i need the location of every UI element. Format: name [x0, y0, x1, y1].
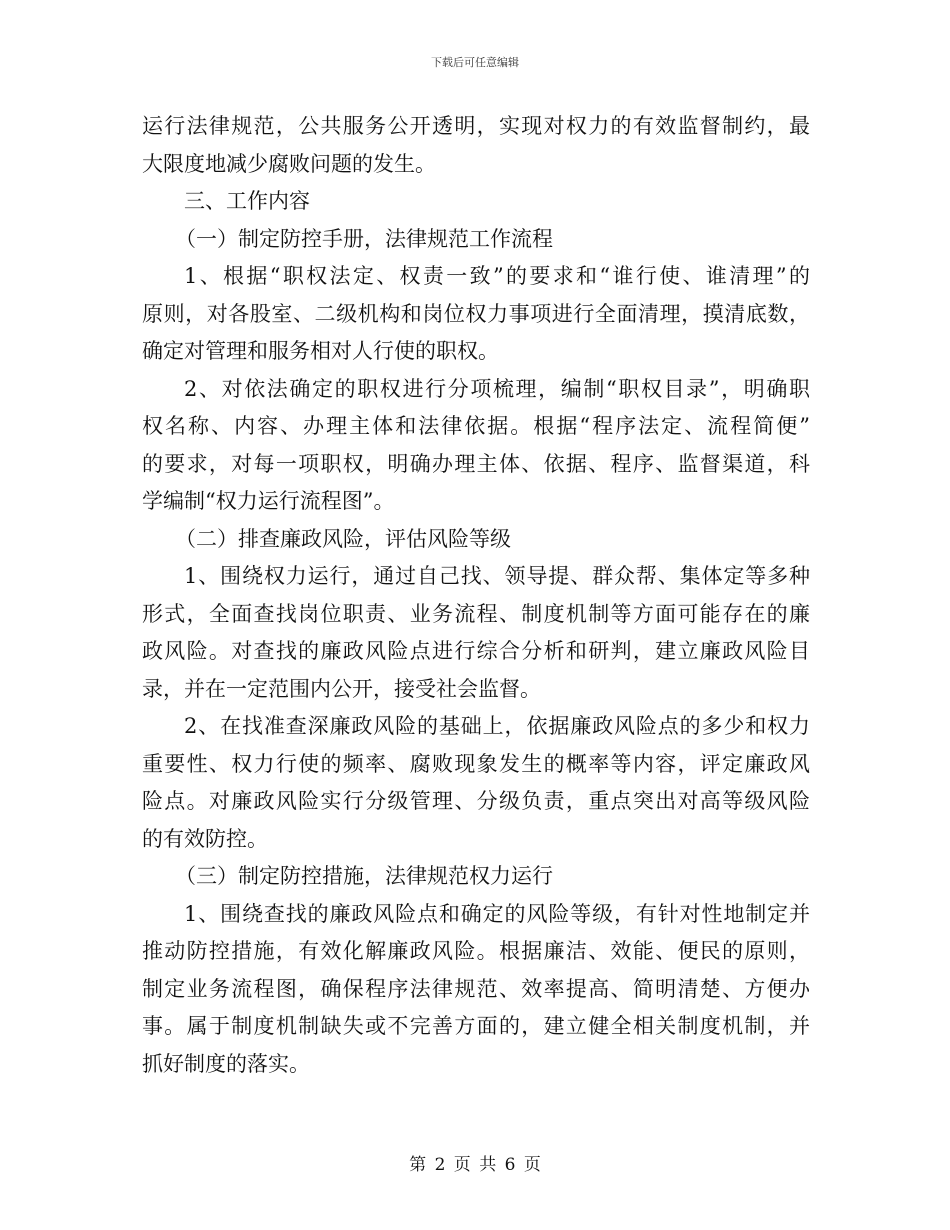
subsection-heading: （一）制定防控手册，法律规范工作流程 [175, 226, 553, 251]
body-line: 2、对依法确定的职权进行分项梳理，编制“职权目录”，明确职 [184, 376, 810, 401]
body-line: 事。属于制度机制缺失或不完善方面的，建立健全相关制度机制，并 [142, 1014, 810, 1038]
body-line: 1、根据“职权法定、权责一致”的要求和“谁行使、谁清理”的 [184, 264, 810, 288]
body-line: 2、在找准查深廉政风险的基础上，依据廉政风险点的多少和权力 [184, 714, 810, 738]
page-header-note: 下载后可任意编辑 [431, 56, 519, 69]
body-line: 制定业务流程图，确保程序法律规范、效率提高、简明清楚、方便办 [142, 976, 810, 1001]
body-line: 推动防控措施，有效化解廉政风险。根据廉洁、效能、便民的原则， [142, 939, 810, 963]
body-line: 确定对管理和服务相对人行使的职权。 [142, 339, 499, 363]
body-line: 1、围绕权力运行，通过自己找、领导提、群众帮、集体定等多种 [184, 564, 810, 588]
body-line: 1、围绕查找的廉政风险点和确定的风险等级，有针对性地制定并 [184, 901, 810, 926]
body-line: 的要求，对每一项职权，明确办理主体、依据、程序、监督渠道，科 [142, 451, 810, 476]
body-line: 形式，全面查找岗位职责、业务流程、制度机制等方面可能存在的廉 [142, 601, 810, 626]
body-line: 原则，对各股室、二级机构和岗位权力事项进行全面清理，摸清底数， [142, 301, 810, 326]
body-line: 抓好制度的落实。 [142, 1051, 310, 1076]
section-heading: 三、工作内容 [184, 189, 310, 213]
subsection-heading: （二）排查廉政风险，评估风险等级 [175, 526, 511, 551]
body-line: 大限度地减少腐败问题的发生。 [142, 151, 436, 176]
page-number: 第 2 页 共 6 页 [409, 1155, 541, 1175]
document-body [142, 108, 810, 1083]
body-line: 录，并在一定范围内公开，接受社会监督。 [142, 676, 541, 701]
subsection-heading: （三）制定防控措施，法律规范权力运行 [175, 864, 553, 888]
body-line: 的有效防控。 [142, 826, 268, 851]
body-line: 权名称、内容、办理主体和法律依据。根据“程序法定、流程简便” [142, 414, 810, 438]
body-line: 险点。对廉政风险实行分级管理、分级负责，重点突出对高等级风险 [142, 789, 810, 813]
body-line: 运行法律规范，公共服务公开透明，实现对权力的有效监督制约，最 [142, 114, 810, 138]
body-line: 政风险。对查找的廉政风险点进行综合分析和研判，建立廉政风险目 [142, 639, 810, 663]
body-line: 重要性、权力行使的频率、腐败现象发生的概率等内容，评定廉政风 [142, 751, 810, 776]
body-line: 学编制“权力运行流程图”。 [142, 489, 395, 513]
